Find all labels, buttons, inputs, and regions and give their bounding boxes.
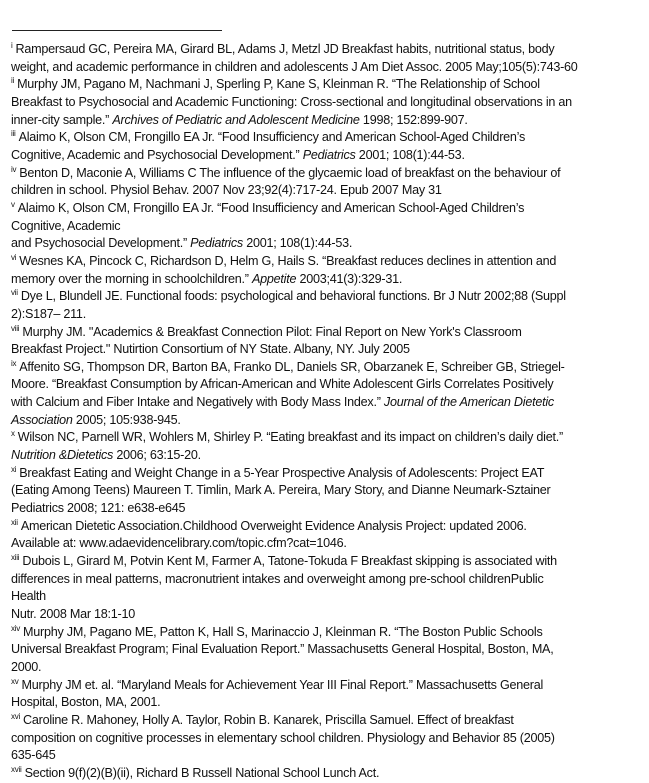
footnote-text: Affenito SG, Thompson DR, Barton BA, Franko DL, Daniels SR, Obarzanek E, Schreiber GB, Striegel- <box>19 359 565 374</box>
footnote-marker: xiii <box>11 553 20 563</box>
footnote-text: and Psychosocial Development.” <box>11 236 191 251</box>
footnote-line <box>11 147 641 165</box>
footnote-marker: xi <box>11 464 17 474</box>
footnote-text: weight, and academic performance in children and adolescents J Am Diet Assoc. 2005 May;105(5):743-60 <box>11 59 578 74</box>
footnotes-list <box>11 41 641 783</box>
footnote-text: Available at: www.adaevidencelibrary.com/topic.cfm?cat=1046. <box>11 536 347 551</box>
footnote-marker: vii <box>11 288 18 298</box>
footnote-text: Health <box>11 589 46 604</box>
footnote-line <box>11 59 641 77</box>
footnote-line <box>11 482 641 500</box>
footnote-line <box>11 677 641 695</box>
footnote-item <box>11 624 641 677</box>
footnote-line <box>11 218 641 236</box>
footnote-text: Breakfast Eating and Weight Change in a 5-Year Prospective Analysis of Adolescents: Project EAT <box>19 465 545 480</box>
footnote-item <box>11 324 641 359</box>
footnote-item <box>11 677 641 712</box>
footnote-text: Alaimo K, Olson CM, Frongillo EA Jr. “Food Insufficiency and American School-Aged Children’s <box>17 200 525 215</box>
footnote-line <box>11 394 641 412</box>
footnote-text: 2001; 108(1):44-53. <box>355 147 465 162</box>
footnote-line <box>11 306 641 324</box>
footnote-text: composition on cognitive processes in elementary school children. Physiology and Behavior 85 (2005) <box>11 730 555 745</box>
footnote-line <box>11 165 641 183</box>
footnote-marker: xvii <box>11 764 22 774</box>
footnote-separator-rule <box>12 30 222 31</box>
footnote-item <box>11 429 641 464</box>
footnote-line <box>11 712 641 730</box>
footnote-marker: iii <box>11 129 16 139</box>
footnote-line <box>11 659 641 677</box>
footnote-marker: ii <box>11 76 15 86</box>
footnote-text: 635-645 <box>11 748 56 763</box>
footnote-line <box>11 500 641 518</box>
footnote-text: Murphy JM. "Academics & Breakfast Connection Pilot: Final Report on New York's Classroom <box>22 324 522 339</box>
footnote-marker: v <box>11 199 15 209</box>
footnote-text: (Eating Among Teens) Maureen T. Timlin, Mark A. Pereira, Mary Story, and Dianne Neumark-Sztainer <box>11 483 551 498</box>
footnote-text: Dye L, Blundell JE. Functional foods: psychological and behavioral functions. Br J Nutr 2002;88 (Suppl <box>20 289 566 304</box>
footnote-item <box>11 359 641 430</box>
footnote-item <box>11 465 641 518</box>
footnote-line <box>11 447 641 465</box>
footnote-line <box>11 553 641 571</box>
footnote-item <box>11 765 641 783</box>
footnote-text: Alaimo K, Olson CM, Frongillo EA Jr. “Food Insufficiency and American School-Aged Children’s <box>18 130 526 145</box>
footnote-line <box>11 747 641 765</box>
footnote-item <box>11 165 641 200</box>
journal-title-italic: Pediatrics <box>302 147 356 162</box>
footnote-marker: ix <box>11 358 17 368</box>
footnote-marker: x <box>11 429 15 439</box>
footnote-text: Wesnes KA, Pincock C, Richardson D, Helm G, Hails S. “Breakfast reduces declines in attention and <box>19 253 557 268</box>
footnote-text: Cognitive, Academic and Psychosocial Development.” <box>11 147 303 162</box>
footnote-text: 2000. <box>11 659 42 674</box>
footnote-text: Section 9(f)(2)(B)(ii), Richard B Russell National School Lunch Act. <box>24 765 380 780</box>
footnote-marker: xii <box>11 517 18 527</box>
footnote-item <box>11 253 641 288</box>
footnote-line <box>11 606 641 624</box>
footnote-text: 2005; 105:938-945. <box>72 412 181 427</box>
footnote-line <box>11 571 641 589</box>
footnote-text: Murphy JM, Pagano ME, Patton K, Hall S, Marinaccio J, Kleinman R. “The Boston Public Schools <box>23 624 543 639</box>
footnote-line <box>11 288 641 306</box>
journal-title-italic: Pediatrics <box>190 236 243 251</box>
footnote-text: Wilson NC, Parnell WR, Wohlers M, Shirley P. “Eating breakfast and its impact on children’s daily diet.” <box>17 430 563 445</box>
footnote-marker: xvi <box>11 711 21 721</box>
footnote-line <box>11 429 641 447</box>
footnote-marker: iv <box>11 164 17 174</box>
footnote-text: children in school. Physiol Behav. 2007 Nov 23;92(4):717-24. Epub 2007 May 31 <box>11 183 442 198</box>
footnote-line <box>11 465 641 483</box>
footnote-text: Murphy JM et. al. “Maryland Meals for Achievement Year III Final Report.” Massachusetts General <box>21 677 544 692</box>
footnote-line <box>11 412 641 430</box>
footnote-line <box>11 41 641 59</box>
footnote-line <box>11 76 641 94</box>
footnote-line <box>11 588 641 606</box>
footnote-text: Benton D, Maconie A, Williams C The influence of the glycaemic load of breakfast on the behaviour of <box>19 165 561 180</box>
footnote-line <box>11 765 641 783</box>
journal-title-italic: Nutrition &Dietetics <box>11 448 114 463</box>
footnote-marker: i <box>11 41 13 50</box>
footnote-line <box>11 112 641 130</box>
footnote-item <box>11 288 641 323</box>
footnote-text: differences in meal patterns, macronutrient intakes and overweight among pre-school childrenPublic <box>11 571 544 586</box>
footnote-text: Cognitive, Academic <box>11 218 121 233</box>
footnote-item <box>11 76 641 129</box>
footnote-line <box>11 341 641 359</box>
footnote-text: 2003;41(3):329-31. <box>296 271 403 286</box>
footnote-text: 1998; 152:899-907. <box>359 112 468 127</box>
footnote-text: Moore. “Breakfast Consumption by African-American and White Adolescent Girls Correlates Positively <box>11 377 554 392</box>
footnote-marker: viii <box>11 323 20 333</box>
footnote-text: Rampersaud GC, Pereira MA, Girard BL, Adams J, Metzl JD Breakfast habits, nutritional status, body <box>15 42 555 56</box>
footnote-line <box>11 129 641 147</box>
footnote-text: 2001; 108(1):44-53. <box>242 236 353 251</box>
footnote-text: 2006; 63:15-20. <box>113 448 201 463</box>
footnote-text: Hospital, Boston, MA, 2001. <box>11 695 161 710</box>
footnote-text: inner-city sample.” <box>11 112 113 127</box>
footnote-line <box>11 359 641 377</box>
footnote-item <box>11 712 641 765</box>
footnote-text: Murphy JM, Pagano M, Nachmani J, Sperling P, Kane S, Kleinman R. “The Relationship of School <box>17 77 540 92</box>
footnote-line <box>11 253 641 271</box>
footnote-text: Caroline R. Mahoney, Holly A. Taylor, Robin B. Kanarek, Priscilla Samuel. Effect of breakfast <box>23 712 514 727</box>
footnote-marker: vi <box>11 252 17 262</box>
journal-title-italic: Appetite <box>251 271 297 286</box>
footnote-text: American Dietetic Association.Childhood Overweight Evidence Analysis Project: updated 2006. <box>20 518 527 533</box>
footnote-item <box>11 41 641 76</box>
footnote-marker: xv <box>11 676 19 686</box>
footnote-line <box>11 694 641 712</box>
footnote-item <box>11 518 641 553</box>
footnote-line <box>11 94 641 112</box>
footnote-text: Nutr. 2008 Mar 18:1-10 <box>11 607 136 621</box>
footnote-line <box>11 376 641 394</box>
footnote-line <box>11 624 641 642</box>
footnote-line <box>11 641 641 659</box>
footnote-marker: xiv <box>11 623 21 633</box>
journal-title-italic: Journal of the American Dietetic <box>383 395 554 410</box>
footnote-line <box>11 730 641 748</box>
footnote-line <box>11 200 641 218</box>
footnote-line <box>11 271 641 289</box>
footnote-line <box>11 535 641 553</box>
footnote-text: Breakfast to Psychosocial and Academic Functioning: Cross-sectional and longitudinal observations in an <box>11 94 572 109</box>
journal-title-italic: Archives of Pediatric and Adolescent Medicine <box>112 112 360 127</box>
footnote-text: memory over the morning in schoolchildren.” <box>11 271 252 286</box>
footnote-line <box>11 182 641 200</box>
footnote-text: Dubois L, Girard M, Potvin Kent M, Farmer A, Tatone-Tokuda F Breakfast skipping is associated with <box>22 554 557 569</box>
footnote-text: 2):S187– 211. <box>11 306 86 321</box>
footnote-text: Universal Breakfast Program; Final Evaluation Report.” Massachusetts General Hospital, Boston, MA, <box>11 642 554 657</box>
footnote-line <box>11 235 641 253</box>
footnote-item <box>11 200 641 253</box>
footnote-text: with Calcium and Fiber Intake and Negatively with Body Mass Index.” <box>11 395 384 410</box>
journal-title-italic: Association <box>11 412 73 427</box>
footnote-text: Breakfast Project." Nutirtion Consortium of NY State. Albany, NY. July 2005 <box>11 342 410 357</box>
footnote-line <box>11 324 641 342</box>
footnote-text: Pediatrics 2008; 121: e638-e645 <box>11 501 186 516</box>
footnote-item <box>11 553 641 624</box>
footnote-line <box>11 518 641 536</box>
footnote-item <box>11 129 641 164</box>
